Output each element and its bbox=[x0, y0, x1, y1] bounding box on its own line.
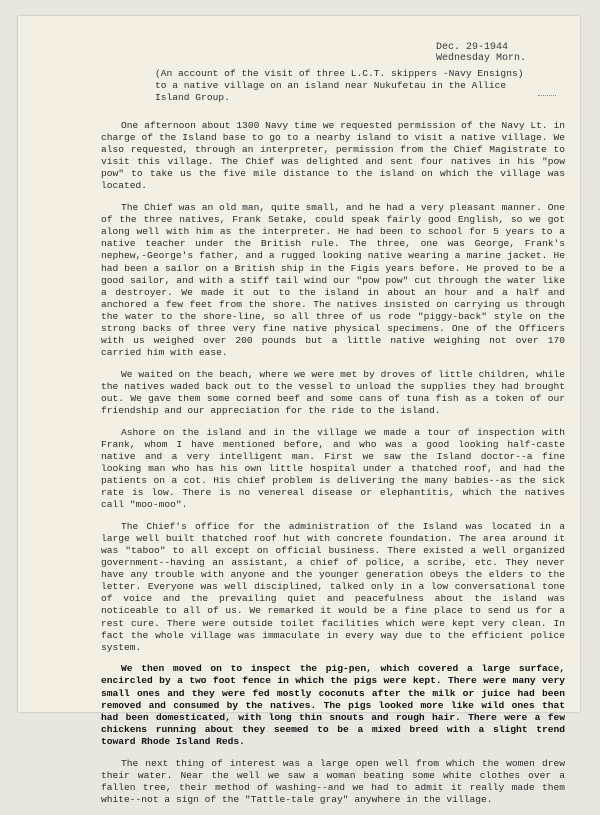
paragraph-well: The next thing of interest was a large open well from which the women drew their water. Near the well we saw a woman beating some white clothes over a fallen tree, their method of washing--and we had to admit it really made them white--not a sign of the "Tattle-tale gray" anywhere in the village. bbox=[101, 757, 565, 805]
paragraph-inspection: Ashore on the island and in the village we made a tour of inspection with Frank, whom I have mentioned before, and who was a good looking half-caste native and a very intelligent man. First we saw the Island doctor--a fine looking man who has his own little hospital under a thatched roof, and had the patients on a cot. His chief problem is delivering the many babies--as the sick rate is low. There is no venereal disease or elephantitis, which the natives call "moo-moo". bbox=[101, 426, 565, 511]
paragraph-office: The Chief's office for the administration of the Island was located in a large well built thatched roof hut with concrete foundation. The area around it was "taboo" to all except on official business. There existed a well organized government--having an assistant, a chief of police, a scribe, etc. They never have any trouble with anyone and the younger generation obeys the elders to the letter. Everyone was well disciplined, talked only in a low conversational tone of voice and the prevailing quiet and peacefulness about the island was noticeable to all of us. We remarked it would be a fine place to send us for a rest cure. There were outside toilet facilities which were kept very clean. In fact the whole village was immaculate in every way due to the efficient police system. bbox=[101, 520, 565, 653]
paragraph-beach: We waited on the beach, where we were met by droves of little children, while the natives waded back out to the vessel to unload the supplies they had brought out. We gave them some corned beef and some cans of tuna fish as a token of our friendship and our appreciation for the ride to the island. bbox=[101, 368, 565, 417]
document-title bbox=[155, 68, 523, 104]
paragraph-pig-pen: We then moved on to inspect the pig-pen, which covered a large surface, encircled by a two foot fence in which the pigs were kept. There were many very small ones and they were fed mostly coconuts after the milk or juice had been removed and consumed by the natives. The pigs looked more like wild ones that had been domesticated, with long thin snouts and rough hair. There were a few chickens running about they seemed to be a mixed breed with a slight trend toward Rhode Island Reds. bbox=[101, 663, 565, 747]
paragraph-request: One afternoon about 1300 Navy time we requested permission of the Navy Lt. in charge of the Island base to go to a nearby island to visit a native village. We also requested, through an interpreter, permission from the Chief Magistrate to visit this village. The Chief was delighted and sent four natives in his "pow pow" to take us the five mile distance to the island on which the village was located. bbox=[101, 120, 565, 192]
title-line: Island Group. bbox=[155, 92, 230, 103]
pencil-mark bbox=[538, 95, 556, 97]
day-line: Wednesday Morn. bbox=[436, 53, 527, 64]
document-body bbox=[101, 120, 565, 815]
date-line: Dec. 29-1944 bbox=[436, 42, 509, 53]
typed-page bbox=[18, 16, 580, 805]
paragraph-chief: The Chief was an old man, quite small, and he had a very pleasant manner. One of the three natives, Frank Setake, could speak fairly good English, so we got along well with him as the interpreter. He had been to school for 5 years to a native teacher under the British rule. The three, one was George, Frank's nephew,-George's father, and a rugged looking native wearing a marine jacket. He had been a sailor on a British ship in the Figis years before. He proved to be a good sailor, and with a stiff tail wind our "pow pow" cut through the water like a destroyer. We made it out to the island in about an hour and a half and anchored a few feet from the shore. The natives insisted on carrying us through the water to the shore-line, so all three of us rode "piggy-back" style on the strong backs of three very fine native physical specimens. One of the Officers with us weighed over 200 pounds but a little native weighing not over 170 carried him with ease. bbox=[101, 202, 565, 359]
date-block bbox=[436, 42, 526, 64]
title-line: (An account of the visit of three L.C.T. skippers -Navy Ensigns) bbox=[155, 68, 524, 79]
title-line: to a native village on an island near Nukufetau in the Allice bbox=[155, 80, 507, 91]
